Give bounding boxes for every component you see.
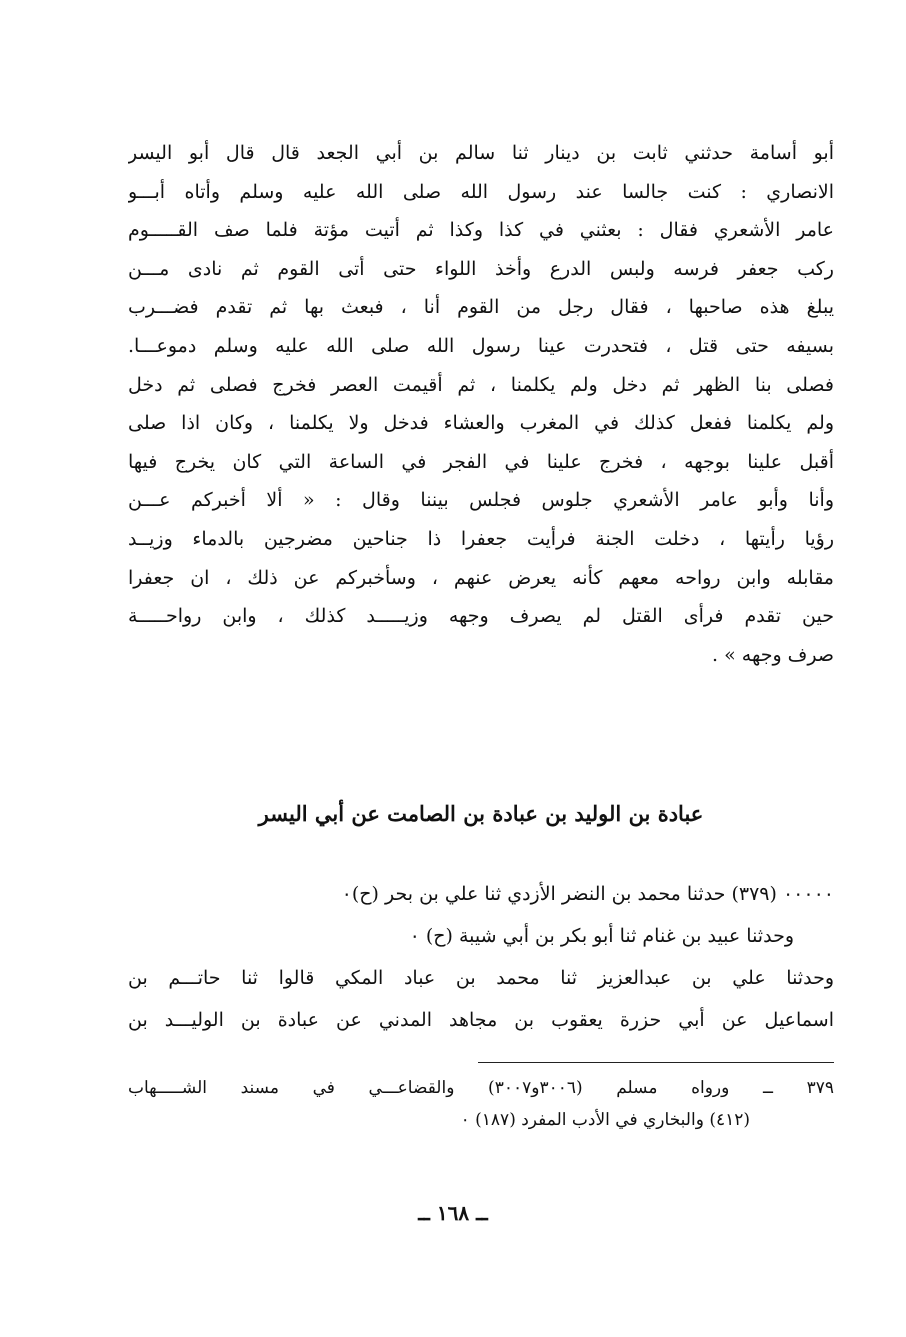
section-heading: عبادة بن الوليد بن عبادة بن الصامت عن أبي اليسر [258,801,704,826]
text-line: وأنا وأبو عامر الأشعري جلوس فجلس بيننا وقال : « ألا أخبركم عـــن [128,489,834,512]
text-line: أبو أسامة حدثني ثابت بن دينار ثنا سالم بن أبي الجعد قال قال أبو اليسر [128,142,834,164]
text-line: ولم يكلمنا ففعل كذلك في المغرب والعشاء فدخل ولا يكلمنا ، وكان اذا صلى [128,412,834,435]
text-line: عامر الأشعري فقال : بعثني في كذا وكذا ثم أتيت مؤتة فلما صف القـــــوم [128,219,834,242]
text-line: بسيفه حتى قتل ، فتحدرت عينا رسول الله صلى الله عليه وسلم دموعـــا. [128,334,834,357]
text-line: مقابله وابن رواحه معهم كأنه يعرض عنهم ، وسأخبركم عن ذلك ، ان جعفرا [128,566,834,589]
text-line: أقبل علينا بوجهه ، فخرج علينا في الفجر في الساعة التي كان يخرج فيها [128,450,834,473]
hadith-line: اسماعيل عن أبي حزرة يعقوب بن مجاهد المدني عن عبادة بن الوليـــد بن [128,1009,834,1031]
footnote-line: (٤١٢) والبخاري في الأدب المفرد (١٨٧) ٠ [460,1110,750,1130]
text-line: الانصاري : كنت جالسا عند رسول الله صلى الله عليه وسلم وأتاه أبـــو [128,180,834,203]
page-number: ــ ١٦٨ ــ [418,1201,488,1225]
text-line: ركب جعفر فرسه ولبس الدرع وأخذ اللواء حتى أتى القوم ثم نادى مـــن [128,257,834,280]
text-line: يبلغ هذه صاحبها ، فقال رجل من القوم أنا ، فبعث بها ثم تقدم فضـــرب [128,296,834,319]
text-line: فصلى بنا الظهر ثم دخل ولم يكلمنا ، ثم أقيمت العصر فخرج فصلى ثم دخل [128,373,834,396]
text-line: حين تقدم فرأى القتل لم يصرف وجهه وزيـــــد كذلك ، وابن رواحـــــة [128,605,834,628]
footnote [128,1072,834,1136]
hadith-line: وحدثنا عبيد بن غنام ثنا أبو بكر بن أبي شيبة (ح) ٠ [409,925,794,947]
hadith-paragraph [128,873,834,1041]
hadith-line: وحدثنا علي بن عبدالعزيز ثنا محمد بن عباد المكي قالوا ثنا حاتـــم بن [128,967,834,989]
footnote-divider [478,1062,834,1063]
text-line: رؤيا رأيتها ، دخلت الجنة فرأيت جعفرا ذا جناحين مضرجين بالدماء وزيــد [128,527,834,550]
footnote-line: ٣٧٩ ــ ورواه مسلم (٣٠٠٦و٣٠٠٧) والقضاعـــي في مسند الشـــــهاب [128,1078,834,1098]
main-paragraph [128,134,834,674]
hadith-line: ٠٠٠٠٠ (٣٧٩) حدثنا محمد بن النضر الأزدي ثنا علي بن بحر (ح)٠ [341,883,834,905]
text-line: صرف وجهه » . [712,643,834,666]
